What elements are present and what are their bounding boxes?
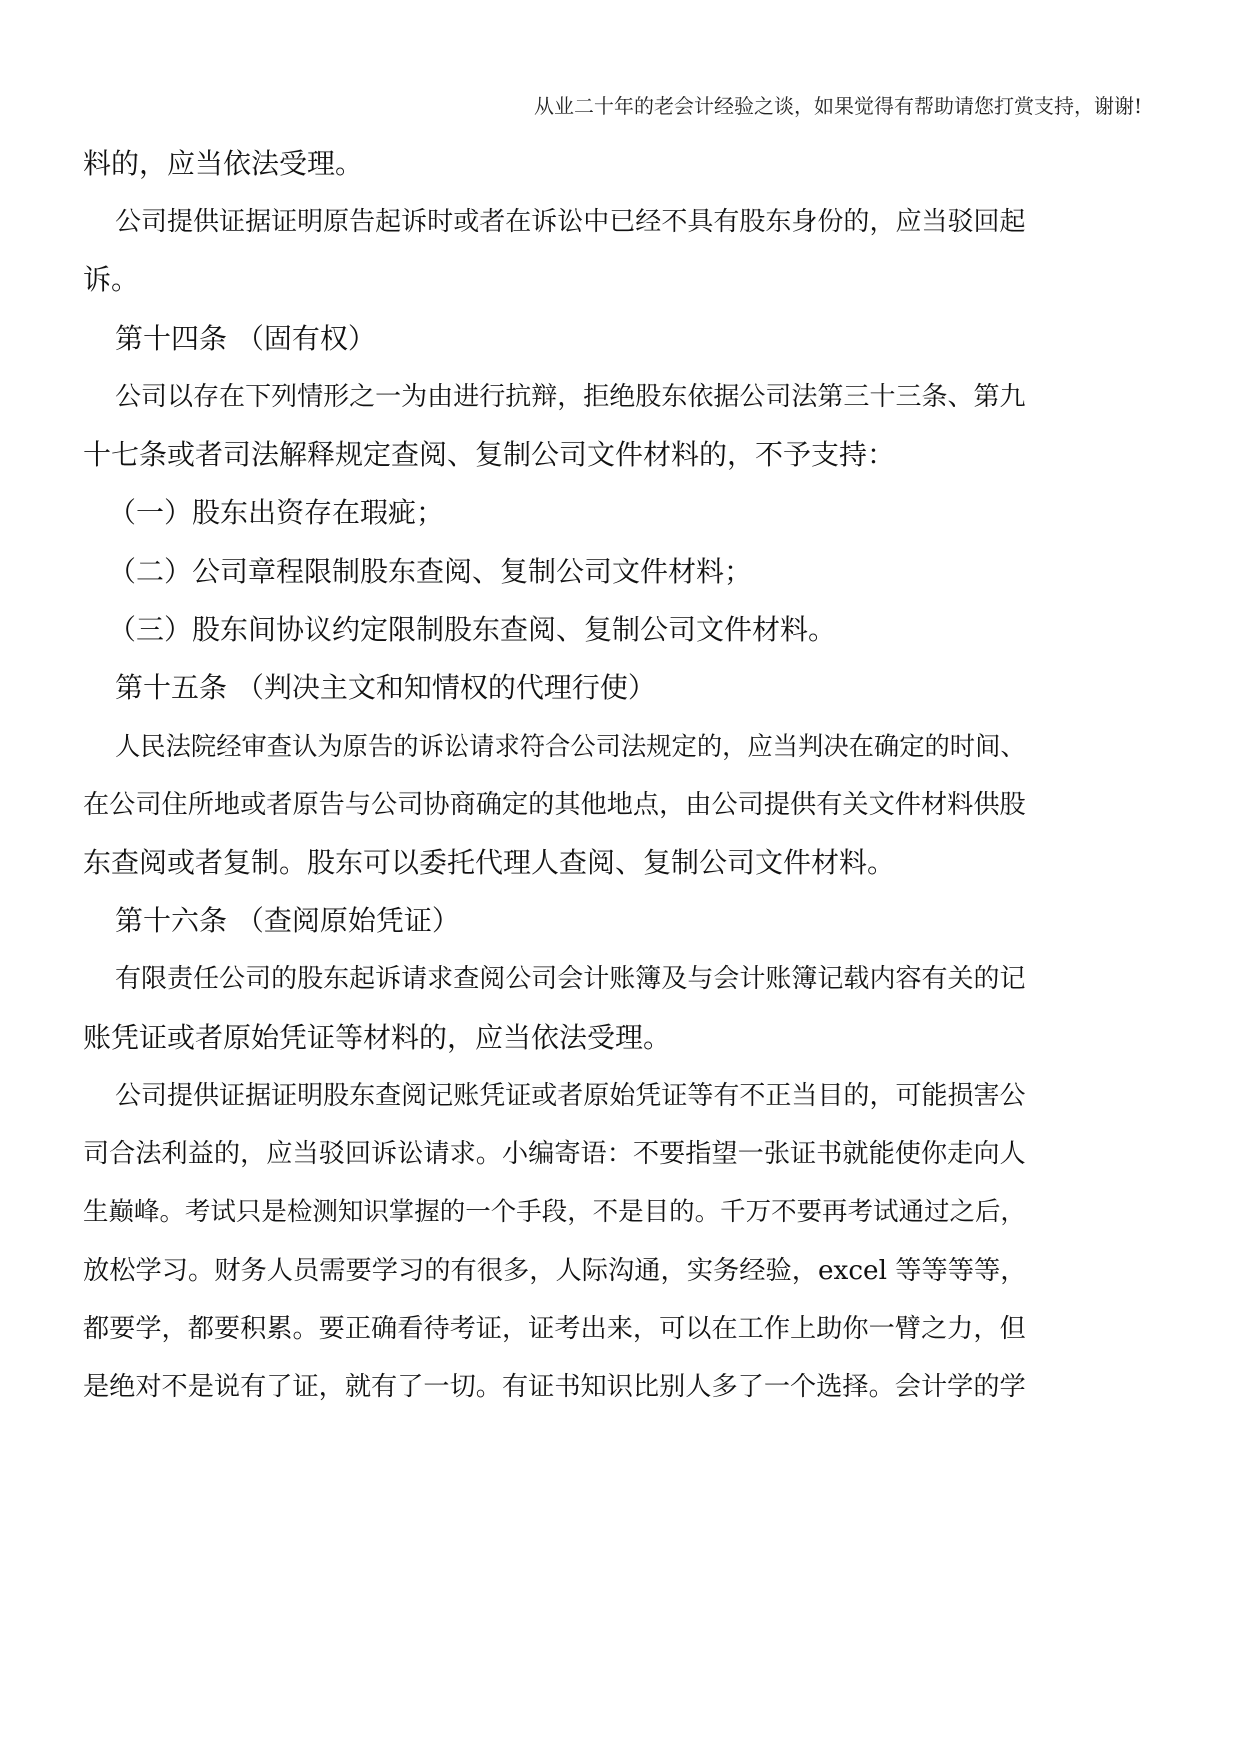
- text-line: 生巅峰。考试只是检测知识掌握的一个手段，不是目的。千万不要再考试通过之后，: [83, 1197, 1026, 1227]
- page-header: 从业二十年的老会计经验之谈，如果觉得有帮助请您打赏支持，谢谢!: [533, 94, 1142, 118]
- article-heading: 第十五条 （判决主文和知情权的代理行使）: [115, 671, 656, 704]
- article-heading: 第十六条 （查阅原始凭证）: [115, 904, 460, 937]
- text-line: 在公司住所地或者原告与公司协商确定的其他地点，由公司提供有关文件材料供股: [83, 790, 1026, 820]
- text-line: 司合法利益的，应当驳回诉讼请求。小编寄语：不要指望一张证书就能使你走向人: [83, 1139, 1026, 1169]
- list-item: （一）股东出资存在瑕疵；: [108, 496, 445, 529]
- list-item: （二）公司章程限制股东查阅、复制公司文件材料；: [108, 555, 753, 588]
- text-line: 东查阅或者复制。股东可以委托代理人查阅、复制公司文件材料。: [83, 846, 896, 879]
- text-line: 料的，应当依法受理。: [83, 147, 364, 180]
- text-line: 放松学习。财务人员需要学习的有很多，人际沟通，实务经验，excel 等等等等，: [83, 1256, 1027, 1286]
- text-line: 公司提供证据证明原告起诉时或者在诉讼中已经不具有股东身份的，应当驳回起: [115, 207, 1026, 237]
- text-line: 是绝对不是说有了证，就有了一切。有证书知识比别人多了一个选择。会计学的学: [83, 1372, 1026, 1402]
- text-line: 人民法院经审查认为原告的诉讼请求符合公司法规定的，应当判决在确定的时间、: [115, 732, 1026, 761]
- article-heading: 第十四条 （固有权）: [115, 322, 376, 355]
- text-line: 十七条或者司法解释规定查阅、复制公司文件材料的，不予支持：: [83, 438, 896, 471]
- text-line: 诉。: [83, 263, 140, 296]
- text-line: 公司以存在下列情形之一为由进行抗辩，拒绝股东依据公司法第三十三条、第九: [115, 382, 1026, 412]
- text-line: 都要学，都要积累。要正确看待考证，证考出来，可以在工作上助你一臂之力，但: [83, 1314, 1026, 1344]
- text-line: 账凭证或者原始凭证等材料的，应当依法受理。: [83, 1021, 672, 1054]
- text-line: 有限责任公司的股东起诉请求查阅公司会计账簿及与会计账簿记载内容有关的记: [115, 964, 1026, 994]
- text-line: 公司提供证据证明股东查阅记账凭证或者原始凭证等有不正当目的，可能损害公: [115, 1081, 1026, 1111]
- list-item: （三）股东间协议约定限制股东查阅、复制公司文件材料。: [108, 613, 837, 646]
